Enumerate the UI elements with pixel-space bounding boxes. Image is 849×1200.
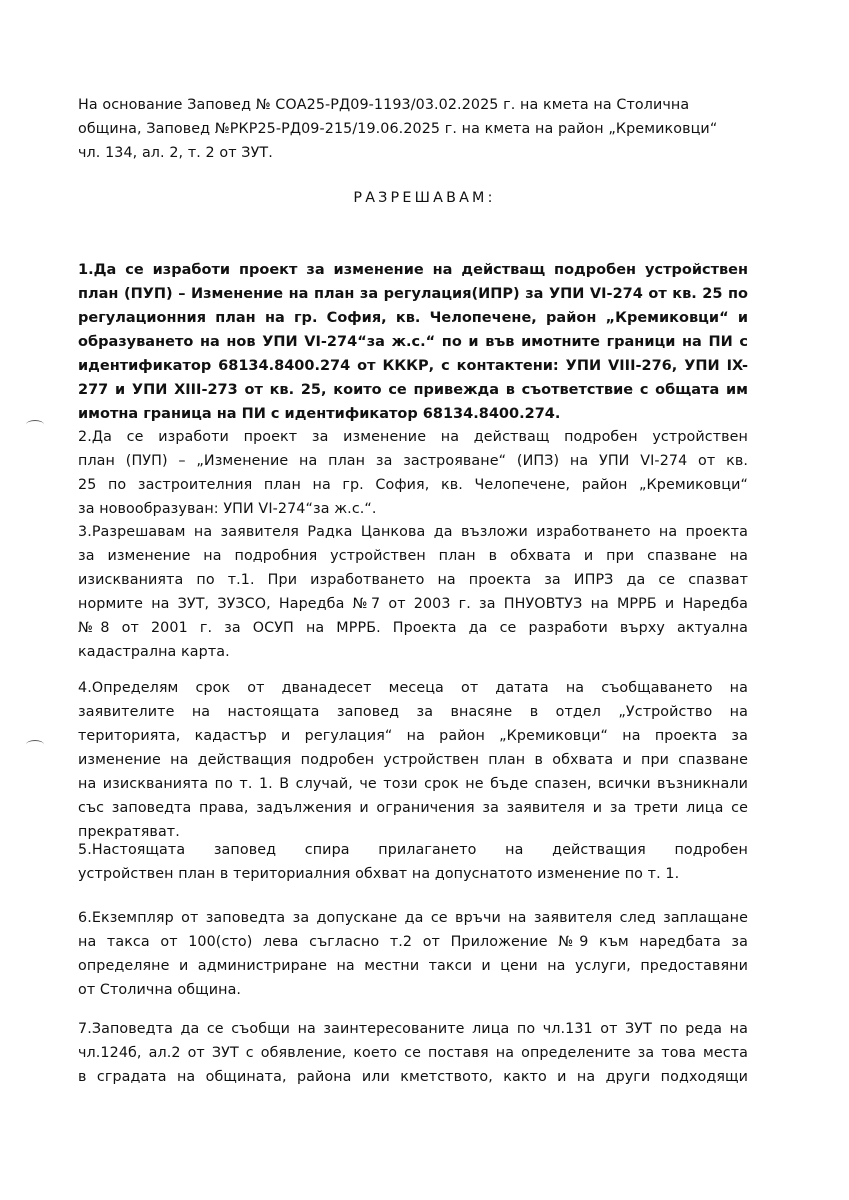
margin-hole-mark (26, 420, 44, 429)
paragraph-line: образуването на нов УПИ VI-274“за ж.с.“ по и във имотните граници на ПИ с (78, 334, 748, 350)
margin-hole-mark (26, 740, 44, 749)
intro-line: На основание Заповед № СОА25-РД09-1193/03.02.2025 г. на кмета на Столична (78, 97, 690, 113)
paragraph-line: план (ПУП) – „Изменение на план за застрояване“ (ИПЗ) на УПИ VI-274 от кв. (78, 453, 748, 469)
paragraph-5 (78, 838, 748, 886)
paragraph-line: 5.Настоящата заповед спира прилагането на действащия подробен (78, 842, 748, 858)
paragraph-line: за новообразуван: УПИ VI-274“за ж.с.“. (78, 501, 377, 517)
paragraph-line: територията, кадастър и регулация“ на район „Кремиковци“ на проекта за (78, 728, 748, 744)
page-heading: РАЗРЕШАВАМ: (353, 190, 496, 206)
paragraph-line: регулационния план на гр. София, кв. Челопечене, район „Кремиковци“ и (78, 310, 748, 326)
paragraph-1 (78, 258, 748, 426)
paragraph-line: определяне и администриране на местни такси и цени на услуги, предоставяни (78, 958, 748, 974)
intro-line: община, Заповед №РКР25-РД09-215/19.06.2025 г. на кмета на район „Кремиковци“ (78, 121, 718, 137)
paragraph-line: в сградата на общината, района или кметството, както и на други подходящи (78, 1069, 748, 1085)
paragraph-line: изменение на действащия подробен устройствен план в обхвата и при спазване (78, 752, 748, 768)
paragraph-3 (78, 520, 748, 664)
intro-paragraph (78, 93, 748, 165)
intro-line: чл. 134, ал. 2, т. 2 от ЗУТ. (78, 145, 273, 161)
paragraph-line: от Столична община. (78, 982, 242, 998)
paragraph-line: устройствен план в териториалния обхват на допуснатото изменение по т. 1. (78, 866, 680, 882)
paragraph-line: 25 по застроителния план на гр. София, кв. Челопечене, район „Кремиковци“ (78, 477, 748, 493)
paragraph-line: 6.Екземпляр от заповедта за допускане да се връчи на заявителя след заплащане (78, 910, 748, 926)
paragraph-line: план (ПУП) – Изменение на план за регулация(ИПР) за УПИ VI-274 от кв. 25 по (78, 286, 748, 302)
paragraph-line: чл.124б, ал.2 от ЗУТ с обявление, което се поставя на определените за това места (78, 1045, 748, 1061)
paragraph-line: 1.Да се изработи проект за изменение на действащ подробен устройствен (78, 262, 748, 278)
paragraph-line: 277 и УПИ XIII-273 от кв. 25, които се привежда в съответствие с общата им (78, 382, 748, 398)
paragraph-line: нормите на ЗУТ, ЗУЗСО, Наредба №7 от 2003 г. за ПНУОВТУЗ на МРРБ и Наредба (78, 596, 748, 612)
paragraph-line: прекратяват. (78, 824, 180, 840)
paragraph-6 (78, 906, 748, 1002)
paragraph-line: на такса от 100(сто) лева съгласно т.2 от Приложение №9 към наредбата за (78, 934, 748, 950)
paragraph-line: идентификатор 68134.8400.274 от КККР, с контактени: УПИ VIII-276, УПИ IX- (78, 358, 748, 374)
paragraph-line: изискванията по т.1. При изработването на проекта за ИПРЗ да се спазват (78, 572, 748, 588)
paragraph-7 (78, 1017, 748, 1089)
paragraph-line: 7.Заповедта да се съобщи на заинтересованите лица по чл.131 от ЗУТ по реда на (78, 1021, 748, 1037)
paragraph-4 (78, 676, 748, 844)
paragraph-line: кадастрална карта. (78, 644, 230, 660)
paragraph-line: №8 от 2001 г. за ОСУП на МРРБ. Проекта да се разработи върху актуална (78, 620, 748, 636)
paragraph-line: за изменение на подробния устройствен план в обхвата и при спазване на (78, 548, 748, 564)
paragraph-line: 2.Да се изработи проект за изменение на действащ подробен устройствен (78, 429, 748, 445)
paragraph-line: 3.Разрешавам на заявителя Радка Цанкова да възложи изработването на проекта (78, 524, 748, 540)
paragraph-line: на изискванията по т. 1. В случай, че този срок не бъде спазен, всички възникнали (78, 776, 748, 792)
paragraph-line: 4.Определям срок от дванадесет месеца от датата на съобщаването на (78, 680, 748, 696)
paragraph-line: заявителите на настоящата заповед за внасяне в отдел „Устройство на (78, 704, 748, 720)
paragraph-2 (78, 425, 748, 521)
paragraph-line: със заповедта права, задължения и ограничения за заявителя и за трети лица се (78, 800, 748, 816)
paragraph-line: имотна граница на ПИ с идентификатор 68134.8400.274. (78, 406, 561, 422)
